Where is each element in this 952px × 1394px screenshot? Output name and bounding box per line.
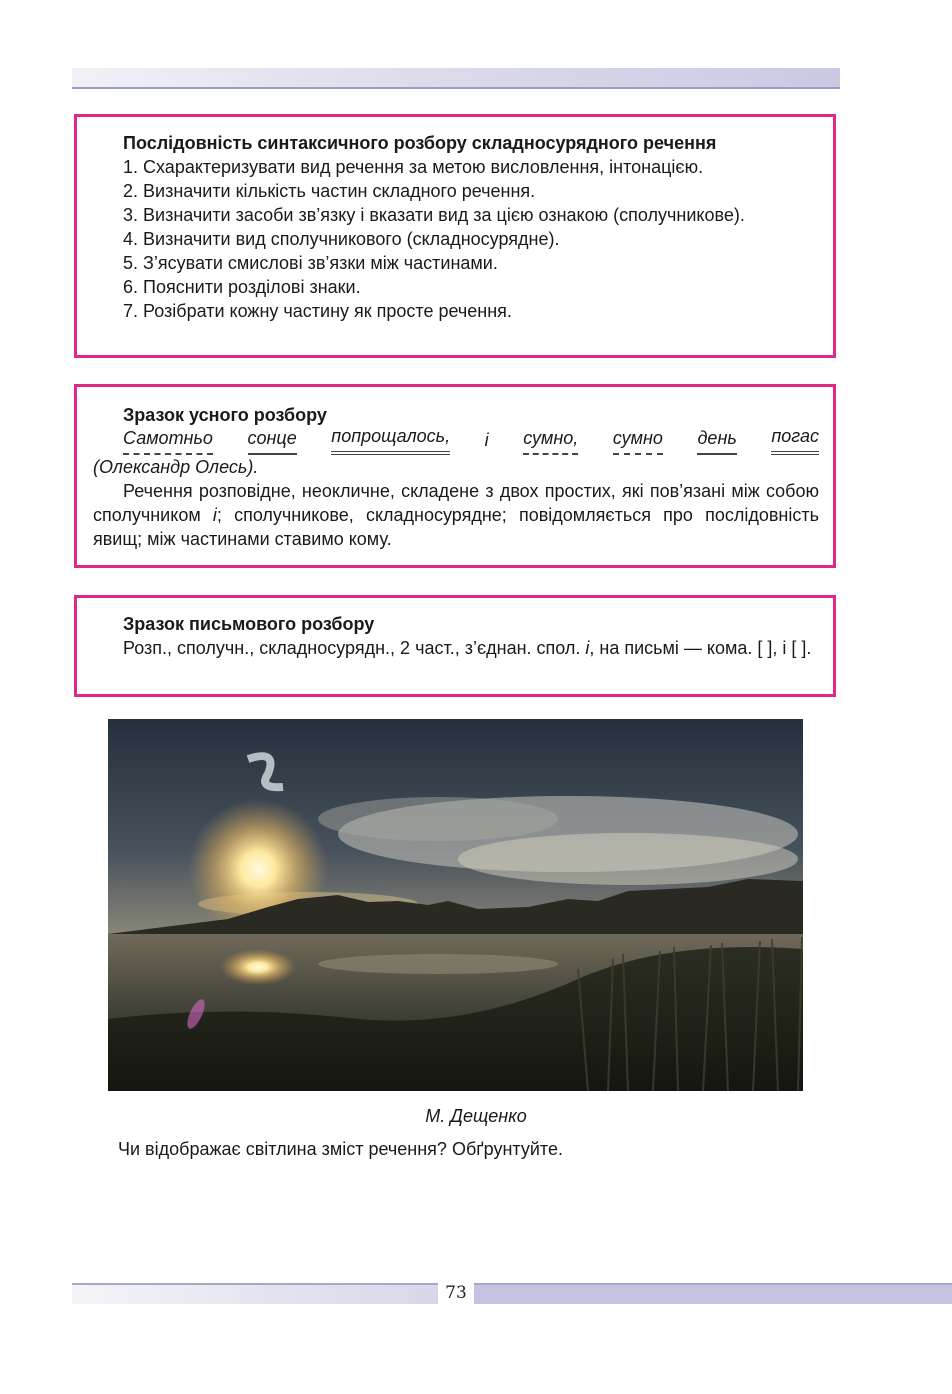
footer-band-left	[72, 1283, 438, 1304]
photo-caption: М. Дещенко	[425, 1106, 527, 1126]
word-adverbial: Самотньо	[123, 426, 213, 455]
oral-analysis-box	[74, 384, 836, 568]
word-adverbial-2: сумно,	[523, 426, 578, 455]
parsing-sequence-box	[74, 114, 836, 358]
written-text-part-1: Розп., сполучн., складносурядн., 2 част., з’єднан. спол.	[123, 638, 586, 658]
oral-analysis-heading: Зразок усного розбору	[123, 405, 327, 425]
oral-text-part-2: ; сполучникове, складносурядне; повідомляється про послідовність явищ; між частинами ставимо кому.	[93, 505, 819, 549]
word-conjunction: і	[484, 430, 489, 450]
step-7: 7. Розібрати кожну частину як просте речення.	[123, 301, 512, 321]
oral-analysis-text	[93, 479, 819, 551]
step-4: 4. Визначити вид сполучникового (складносурядне).	[123, 229, 560, 249]
oral-text-part-1: Речення розповідне, неокличне, складене з двох простих, які пов’язані між собою сполучником	[93, 481, 819, 525]
example-sentence	[93, 427, 819, 455]
header-band	[72, 68, 840, 89]
written-text-conj: і	[585, 638, 590, 658]
parsing-sequence-heading: Послідовність синтаксичного розбору складносурядного речення	[123, 133, 717, 153]
word-subject: сонце	[248, 426, 297, 455]
sunset-lake-photo	[108, 719, 803, 1091]
written-analysis-heading: Зразок письмового розбору	[123, 614, 375, 634]
step-3: 3. Визначити засоби зв’язку і вказати вид за цією ознакою (сполучникове).	[123, 205, 745, 225]
question-text: Чи відображає світлина зміст речення? Обґрунтуйте.	[118, 1139, 563, 1159]
step-5: 5. З’ясувати смислові зв’язки між частинами.	[123, 253, 498, 273]
written-analysis-text	[93, 636, 819, 660]
sentence-author: (Олександр Олесь).	[93, 457, 259, 477]
oral-text-conj: і	[212, 505, 217, 525]
page-number: 73	[445, 1283, 467, 1303]
step-6: 6. Пояснити розділові знаки.	[123, 277, 361, 297]
word-predicate-2: погас	[771, 424, 819, 455]
step-1: 1. Схарактеризувати вид речення за метою висловлення, інтонацією.	[123, 157, 704, 177]
written-text-part-2: , на письмі — кома. [ ], і [ ].	[589, 638, 812, 658]
word-subject-2: день	[697, 426, 736, 455]
word-predicate: попрощалось,	[331, 424, 450, 455]
written-analysis-box	[74, 595, 836, 697]
footer-band-right	[474, 1283, 952, 1304]
word-adverbial-3: сумно	[613, 426, 663, 455]
step-2: 2. Визначити кількість частин складного речення.	[123, 181, 536, 201]
